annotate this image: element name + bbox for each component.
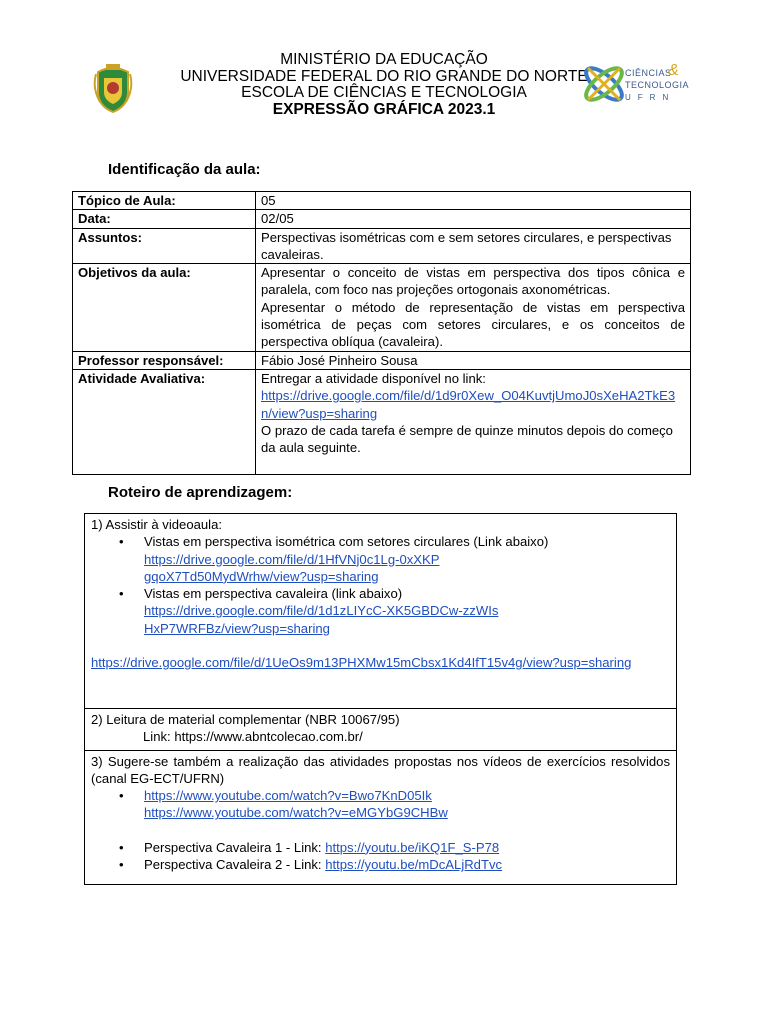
roteiro-section-2	[85, 709, 676, 751]
norma-link[interactable]: https://www.abntcolecao.com.br/	[174, 729, 363, 745]
list-item	[119, 856, 670, 873]
roteiro-section-1	[85, 514, 676, 709]
row-value: 05	[256, 192, 691, 210]
youtube-list	[91, 787, 670, 822]
row-value	[256, 369, 691, 474]
ciencias-tecnologia-logo	[578, 58, 698, 110]
logo-tecnologia: TECNOLOGIA	[625, 80, 690, 90]
video-title: Vistas em perspectiva isométrica com setores circulares (Link abaixo)	[144, 534, 549, 550]
section-3-heading: 3) Sugere-se também a realização das atividades propostas nos vídeos de exercícios resolvidos (canal EG-ECT/UFRN)	[91, 753, 670, 786]
table-row	[73, 369, 691, 474]
header-school: ESCOLA DE CIÊNCIAS E TECNOLOGIA	[241, 84, 527, 101]
ct-logo-mark-icon	[578, 58, 630, 110]
roteiro-title: Roteiro de aprendizagem:	[108, 484, 293, 501]
row-value: Fábio José Pinheiro Sousa	[256, 351, 691, 369]
objetivo-1: Apresentar o conceito de vistas em perspectiva dos tipos cônica e paralela, com foco nas projeções ortogonais axonométricas.	[261, 265, 685, 298]
cavaleira-label: Perspectiva Cavaleira 2 - Link:	[144, 857, 322, 873]
logo-ciencias: CIÊNCIAS	[625, 68, 672, 78]
videoaula-list	[91, 533, 670, 637]
youtube-link-2[interactable]: https://www.youtube.com/watch?v=eMGYbG9CHBw	[144, 805, 448, 821]
roteiro-box	[84, 513, 677, 885]
extra-video-link[interactable]: https://drive.google.com/file/d/1UeOs9m13PHXMw15mCbsx1Kd4IfT15v4g/view?usp=sharing	[91, 655, 632, 671]
row-value: Perspectivas isométricas com e sem setores circulares, e perspectivas cavaleiras.	[256, 228, 691, 264]
list-item	[119, 533, 670, 585]
row-value	[256, 264, 691, 351]
table-row	[73, 351, 691, 369]
row-label: Professor responsável:	[73, 351, 256, 369]
cavaleira-label: Perspectiva Cavaleira 1 - Link:	[144, 839, 322, 855]
logo-ampersand: &	[668, 62, 679, 79]
video-link[interactable]: https://drive.google.com/file/d/1d1zLIYcC-XK5GBDCw-zzWIsHxP7WRFBz/view?usp=sharing	[144, 603, 499, 636]
cavaleira-link[interactable]: https://youtu.be/iKQ1F_S-P78	[325, 839, 500, 855]
table-row	[73, 192, 691, 210]
list-item	[119, 787, 670, 822]
section-1-heading: 1) Assistir à videoaula:	[91, 517, 223, 532]
row-label: Assuntos:	[73, 228, 256, 264]
header-course: EXPRESSÃO GRÁFICA 2023.1	[272, 100, 496, 118]
table-row	[73, 210, 691, 228]
atividade-link[interactable]: https://drive.google.com/file/d/1d9r0Xew_O04KuvtjUmoJ0sXeHA2TkE3n/view?usp=sharing	[261, 388, 676, 421]
video-title: Vistas em perspectiva cavaleira (link abaixo)	[144, 586, 403, 602]
table-row	[73, 264, 691, 351]
youtube-link-1[interactable]: • https://www.youtube.com/watch?v=Bwo7KnD05Ik	[144, 788, 432, 804]
row-value: 02/05	[256, 210, 691, 228]
section-2-heading: 2) Leitura de material complementar (NBR 10067/95)	[91, 712, 400, 727]
identificacao-title: Identificação da aula:	[108, 161, 261, 178]
row-label: Tópico de Aula:	[73, 192, 256, 210]
norma-link-line	[91, 728, 670, 745]
list-item	[119, 585, 670, 637]
row-label: Objetivos da aula:	[73, 264, 256, 351]
header-university: UNIVERSIDADE FEDERAL DO RIO GRANDE DO NORTE	[180, 67, 588, 85]
cavaleira-list	[91, 839, 670, 874]
cavaleira-link[interactable]: https://youtu.be/mDcALjRdTvc	[325, 857, 503, 873]
row-label: Data:	[73, 210, 256, 228]
atividade-intro: Entregar a atividade disponível no link:	[261, 370, 486, 386]
identificacao-table	[72, 191, 691, 475]
table-row	[73, 228, 691, 264]
logo-ufrn: UFRN	[625, 93, 676, 102]
roteiro-section-3	[85, 751, 676, 878]
list-item	[119, 839, 670, 856]
atividade-prazo: O prazo de cada tarefa é sempre de quinze minutos depois do começo da aula seguinte.	[261, 422, 673, 456]
video-link[interactable]: https://drive.google.com/file/d/1HfVNj0c1Lg-0xXKPgqoX7Td50MydWrhw/view?usp=sharing	[144, 551, 440, 584]
link-label: Link:	[143, 729, 171, 745]
objetivo-2: Apresentar o método de representação de vistas em perspectiva isométrica de peças com setores circulares, e os conceitos de perspectiva oblíqua (cavaleira).	[261, 299, 685, 350]
header-ministry: MINISTÉRIO DA EDUCAÇÃO	[280, 51, 488, 68]
row-label: Atividade Avaliativa:	[73, 369, 256, 474]
